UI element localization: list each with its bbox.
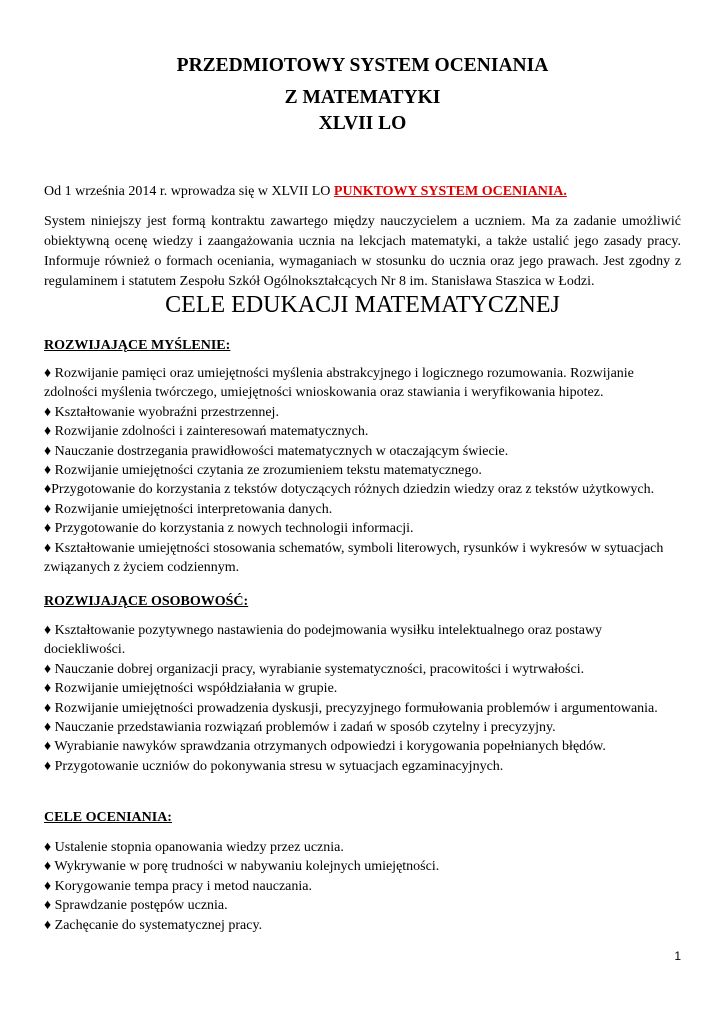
list-item: ♦Przygotowanie do korzystania z tekstów dotyczących różnych dziedzin wiedzy oraz z tekstów użytkowych. — [44, 482, 655, 498]
list-item: ♦ Nauczanie dostrzegania prawidłowości matematycznych w otaczającym świecie. — [44, 443, 509, 459]
section-heading-thinking: ROZWIJAJĄCE MYŚLENIE: — [44, 338, 231, 353]
list-item: ♦ Sprawdzanie postępów ucznia. — [44, 898, 228, 914]
list-item: ♦ Wykrywanie w porę trudności w nabywaniu kolejnych umiejętności. — [44, 859, 440, 875]
list-item: ♦ Rozwijanie umiejętności interpretowania danych. — [44, 501, 333, 517]
list-item: ♦ Kształtowanie umiejętności stosowania schematów, symboli literowych, rysunków i wykresów w sytuacjach związanych z życiem codziennym. — [44, 540, 664, 576]
intro-highlight: PUNKTOWY SYSTEM OCENIANIA. — [333, 184, 567, 199]
list-item: ♦ Wyrabianie nawyków sprawdzania otrzymanych odpowiedzi i korygowania popełnianych błędów. — [44, 739, 606, 755]
intro-paragraph: System niniejszy jest formą kontraktu zawartego między nauczycielem a uczniem. Ma za zadanie umożliwić obiektywną ocenę wiedzy i zaangażowania ucznia na lekcjach matematyki, a także ustalić jego zasady pracy. Informuje również o formach oceniania, wymaganiach w stosunku do ucznia oraz jego prawach. Jest zgodny z regulaminem i statutem Zespołu Szkół Ogólnokształcących Nr 8 im. Stanisława Staszica w Łodzi. — [44, 214, 681, 289]
title-line-3: XLVII LO — [318, 113, 407, 134]
list-item: ♦ Korygowanie tempa pracy i metod nauczania. — [44, 878, 312, 894]
list-item: ♦ Kształtowanie pozytywnego nastawienia do podejmowania wysiłku intelektualnego oraz postawy dociekliwości. — [44, 623, 603, 658]
intro-line — [44, 182, 567, 202]
list-item: ♦ Nauczanie przedstawiania rozwiązań problemów i zadań w sposób czytelny i precyzyjny. — [44, 720, 556, 736]
personality-list — [44, 621, 684, 776]
list-item: ♦ Rozwijanie umiejętności współdziałania w grupie. — [44, 681, 338, 697]
list-item: ♦ Kształtowanie wyobraźni przestrzennej. — [44, 404, 279, 420]
intro-text: Od 1 września 2014 r. wprowadza się w XLVII LO — [44, 184, 334, 199]
list-item: ♦ Przygotowanie do korzystania z nowych technologii informacji. — [44, 521, 414, 537]
list-item: ♦ Rozwijanie pamięci oraz umiejętności myślenia abstrakcyjnego i logicznego rozumowania. Rozwijanie zdolności myślenia twórczego, umiejętności wnioskowania oraz stawiania i weryfikowania hipotez. — [44, 366, 634, 401]
section-heading-personality: ROZWIJAJĄCE OSOBOWOŚĆ: — [44, 594, 249, 609]
list-item: ♦ Rozwijanie umiejętności prowadzenia dyskusji, precyzyjnego formułowania problemów i argumentowania. — [44, 700, 658, 716]
main-heading: CELE EDUKACJI MATEMATYCZNEJ — [165, 292, 560, 318]
title-line-1: PRZEDMIOTOWY SYSTEM OCENIANIA — [176, 55, 549, 76]
section-heading-assessment: CELE OCENIANIA: — [44, 810, 172, 825]
thinking-list — [44, 364, 684, 577]
list-item: ♦ Rozwijanie umiejętności czytania ze zrozumieniem tekstu matematycznego. — [44, 463, 482, 479]
list-item: ♦ Zachęcanie do systematycznej pracy. — [44, 917, 263, 933]
list-item: ♦ Ustalenie stopnia opanowania wiedzy przez ucznia. — [44, 840, 344, 855]
list-item: ♦ Nauczanie dobrej organizacji pracy, wyrabianie systematyczności, pracowitości i wytrwałości. — [44, 661, 585, 677]
assessment-list — [44, 838, 684, 935]
title-line-2: Z MATEMATYKI — [284, 87, 441, 108]
list-item: ♦ Przygotowanie uczniów do pokonywania stresu w sytuacjach egzaminacyjnych. — [44, 758, 504, 774]
list-item: ♦ Rozwijanie zdolności i zainteresowań matematycznych. — [44, 424, 369, 440]
page-number: 1 — [674, 949, 681, 963]
